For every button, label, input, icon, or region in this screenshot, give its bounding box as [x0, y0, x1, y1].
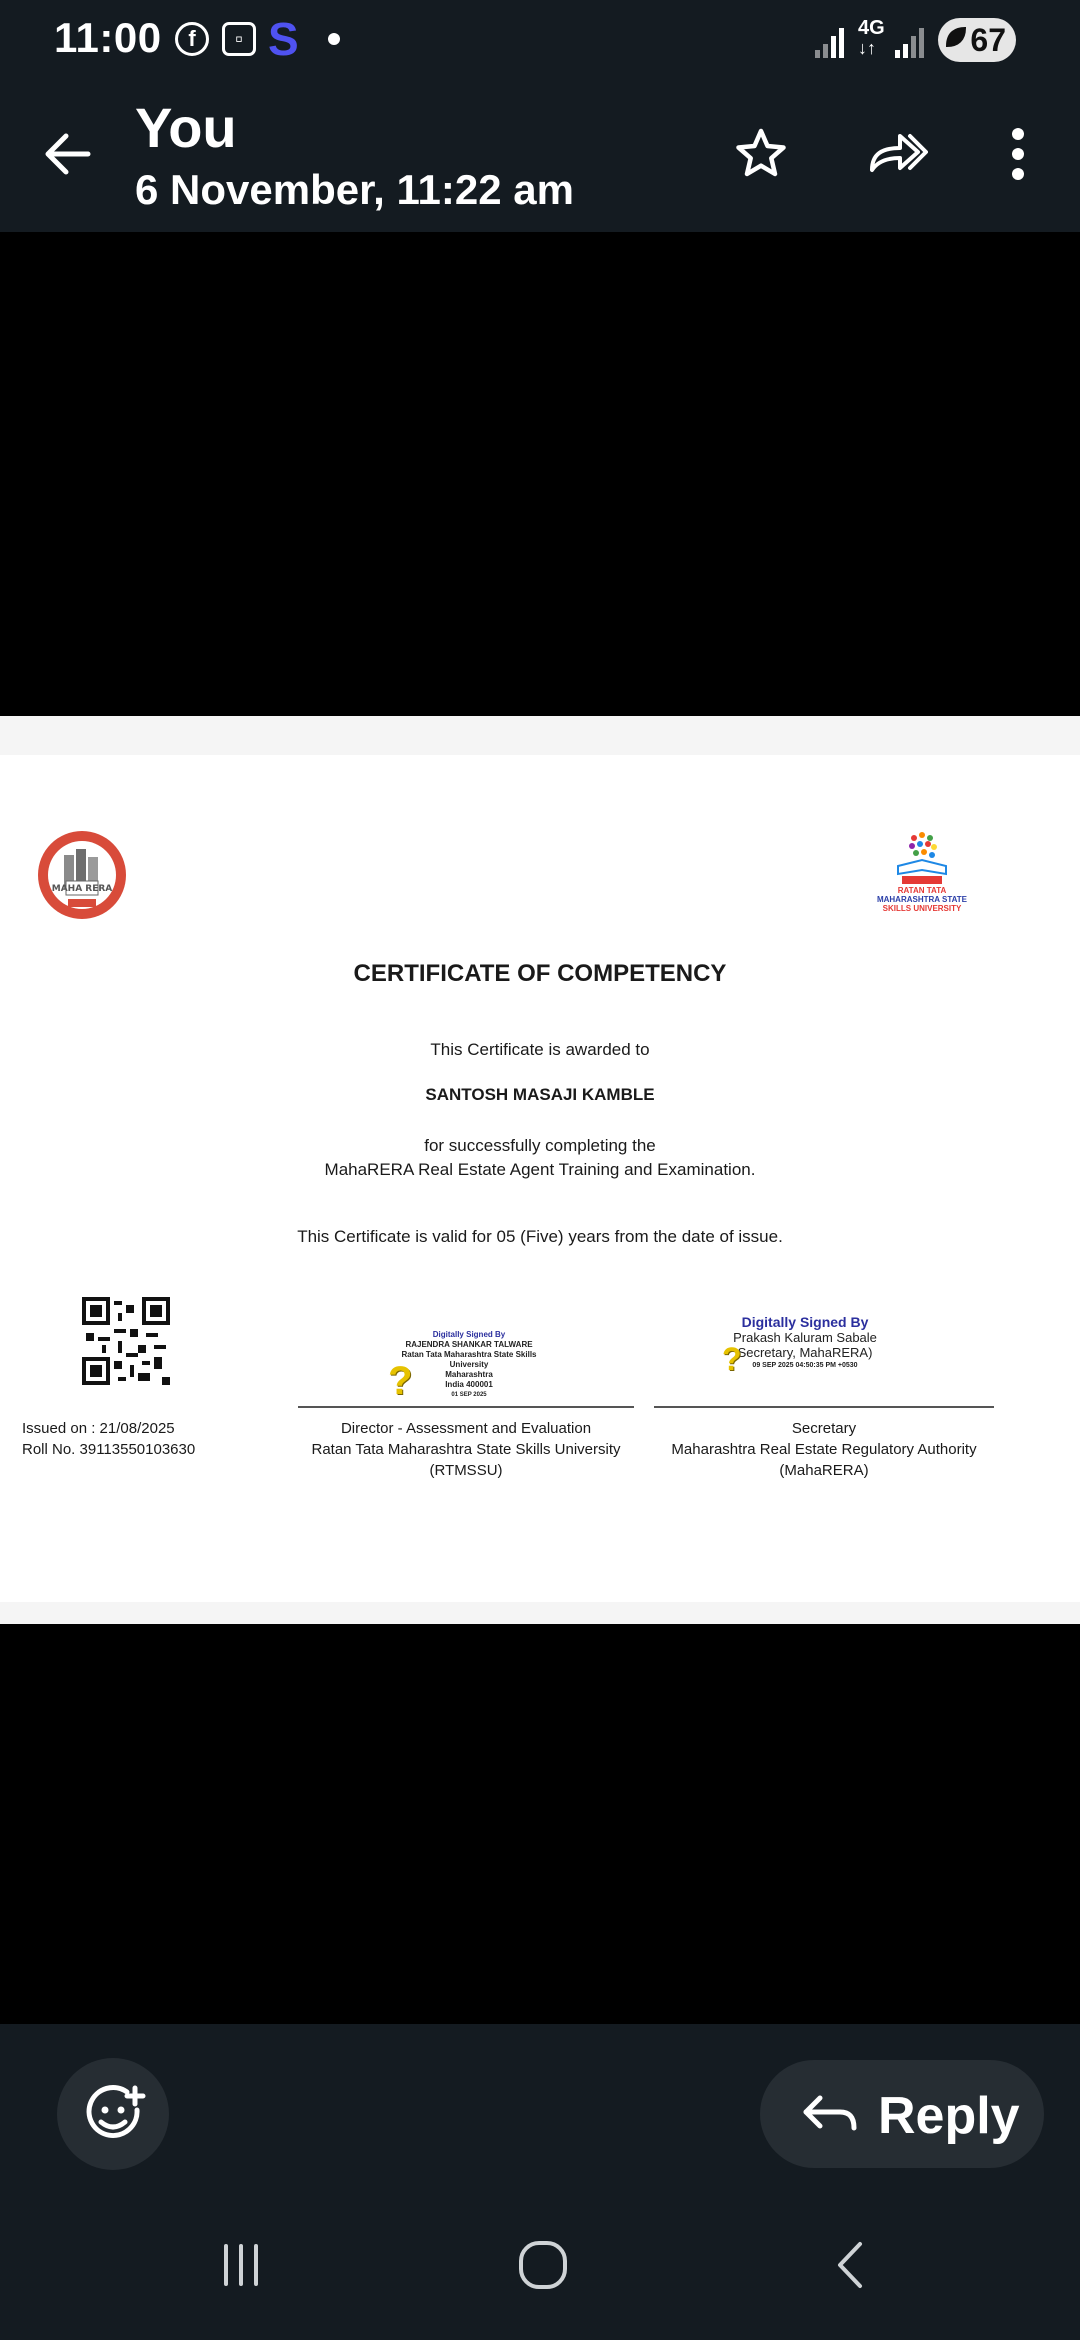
digital-signature-1: Digitally Signed By RAJENDRA SHANKAR TALWARE Ratan Tata Maharashtra State Skills University Maharashtra India 400001 01 SEP 2025	[401, 1330, 537, 1398]
more-options-icon[interactable]	[1000, 126, 1036, 182]
rtmssu-logo	[862, 830, 982, 920]
reply-button[interactable]	[760, 2060, 1044, 2168]
completion-line-2: MahaRERA Real Estate Agent Training and Examination.	[324, 1160, 756, 1179]
signal-1-icon	[815, 26, 845, 58]
signature-line-1	[298, 1406, 634, 1408]
signal-2-icon	[895, 26, 925, 58]
seal-text: MAHA RERA	[51, 884, 113, 894]
certificate-image	[0, 755, 1080, 1602]
validity-line: This Certificate is valid for 05 (Five) years from the date of issue.	[297, 1227, 783, 1246]
app-s-icon: S	[268, 13, 299, 65]
status-time: 11:00	[54, 14, 162, 61]
battery-level: 67	[970, 22, 1006, 58]
battery-indicator	[938, 18, 1016, 62]
recent-apps-icon[interactable]	[216, 2240, 266, 2290]
signature-unverified-icon-2: ?	[722, 1341, 742, 1377]
add-reaction-icon	[57, 2058, 169, 2170]
completion-line-1: for successfully completing the	[424, 1136, 656, 1155]
facebook-icon: f	[175, 22, 209, 56]
network-type: 4G ↓↑	[858, 17, 885, 58]
signature-unverified-icon-1: ?	[388, 1359, 413, 1403]
star-icon[interactable]	[733, 126, 789, 182]
university-logo-text: RATAN TATA MAHARASHTRA STATE SKILLS UNIVERSITY	[876, 886, 968, 913]
screenshot-icon: ▫	[222, 22, 256, 56]
issue-info	[22, 1418, 195, 1460]
issued-on: Issued on : 21/08/2025	[22, 1420, 175, 1437]
maharera-seal-logo	[36, 829, 128, 921]
system-back-icon[interactable]	[826, 2240, 876, 2290]
roll-number: Roll No. 39113550103630	[22, 1441, 196, 1458]
battery-saver-icon	[944, 24, 968, 52]
react-emoji-button[interactable]	[57, 2058, 169, 2170]
signatory-1-caption: Director - Assessment and Evaluation Ratan Tata Maharashtra State Skills University (RTMSSU)	[311, 1420, 621, 1479]
university-emblem-icon	[862, 830, 982, 886]
qr-code	[82, 1297, 170, 1385]
home-icon[interactable]	[518, 2240, 568, 2290]
signatory-2-caption: Secretary Maharashtra Real Estate Regulatory Authority (MahaRERA)	[671, 1420, 977, 1479]
reply-arrow-icon	[800, 2090, 860, 2140]
notification-dot-icon	[328, 33, 340, 45]
forward-icon[interactable]	[866, 128, 928, 178]
awarded-line: This Certificate is awarded to	[430, 1040, 650, 1059]
reply-label: Reply	[878, 2087, 1020, 2145]
digital-signature-2: Digitally Signed By Prakash Kaluram Sabale Secretary, MahaRERA) 09 SEP 2025 04:50:35 PM +0530	[733, 1314, 877, 1369]
signature-line-2	[654, 1406, 994, 1408]
back-arrow-icon[interactable]	[38, 124, 98, 184]
sender-title: You	[135, 96, 237, 159]
recipient-name: SANTOSH MASAJI KAMBLE	[425, 1085, 655, 1104]
certificate-title: CERTIFICATE OF COMPETENCY	[353, 960, 727, 987]
message-timestamp: 6 November, 11:22 am	[135, 166, 574, 213]
